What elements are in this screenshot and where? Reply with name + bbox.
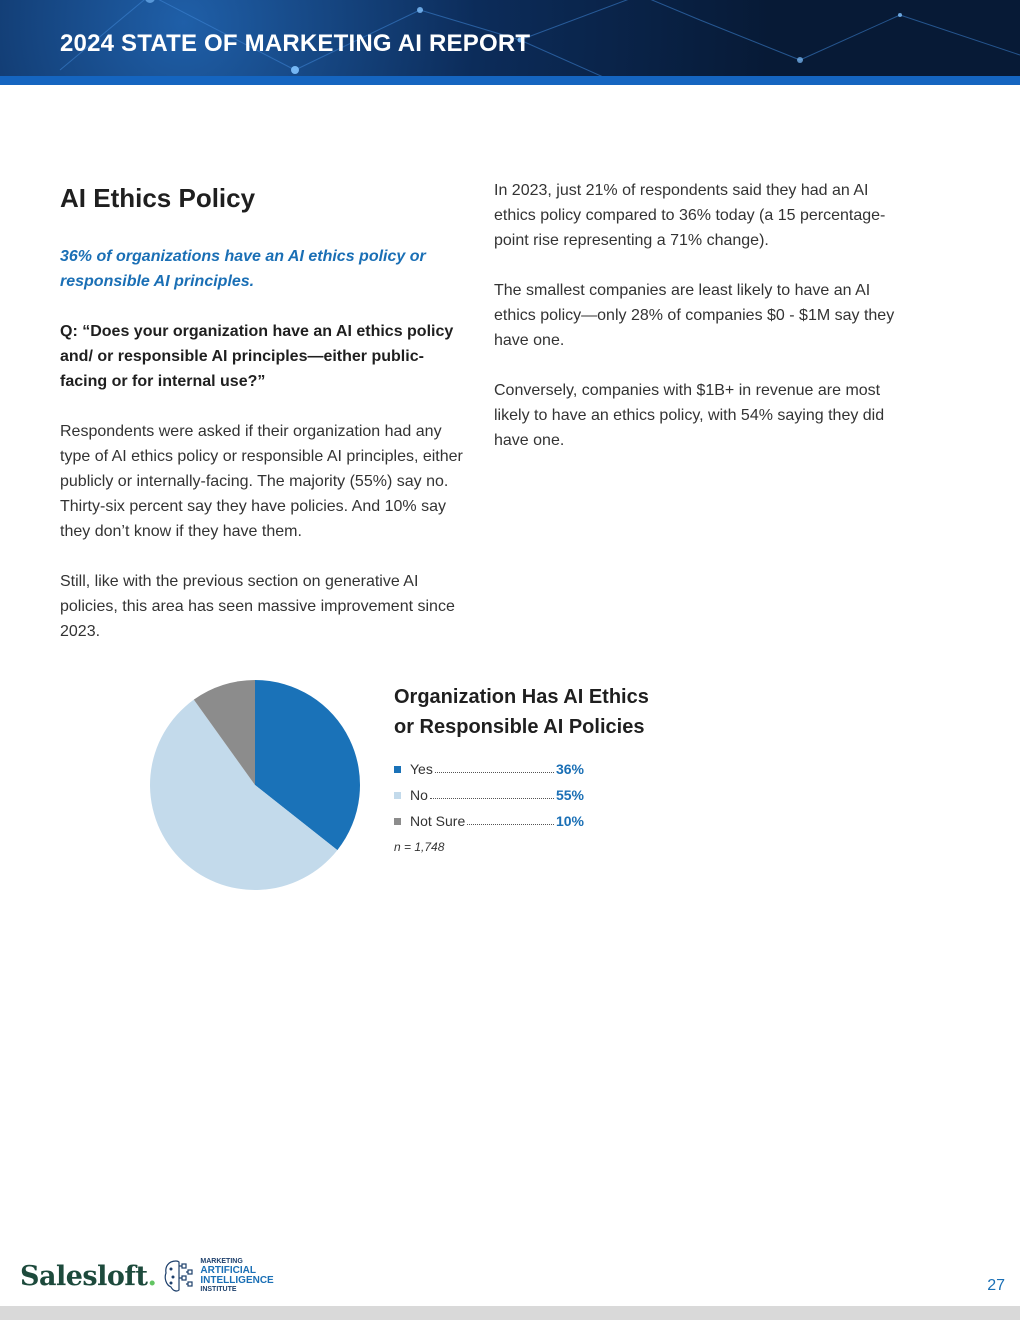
- legend-label: Not Sure: [410, 813, 466, 829]
- footer-logos: [20, 1256, 274, 1296]
- salesloft-wordmark: Salesloft: [20, 1260, 148, 1292]
- report-title: 2024 STATE OF MARKETING AI REPORT: [60, 30, 531, 57]
- legend-item-yes: [394, 756, 584, 782]
- salesloft-logo: [20, 1261, 156, 1292]
- pie-chart: [148, 678, 362, 892]
- logo-line: ARTIFICIAL: [200, 1265, 256, 1276]
- chart-legend-block: [394, 682, 714, 854]
- body-paragraph: Conversely, companies with $1B+ in revenue are most likely to have an ethics policy, with 54% saying they did have one.: [494, 382, 885, 449]
- salesloft-dot: .: [147, 1260, 157, 1292]
- body-paragraph: Respondents were asked if their organization had any type of AI ethics policy or responsible AI principles, either publicly or internally-facing. The majority (55%) say no. Thirty-six percent say they have policies. And 10% say they don’t know if they have them.: [60, 423, 463, 540]
- sample-size: n = 1,748: [394, 840, 445, 854]
- pie-chart-svg: [148, 678, 362, 892]
- legend-value: 36%: [555, 761, 584, 777]
- legend-item-not-sure: [394, 808, 584, 834]
- legend-swatch: [394, 818, 401, 825]
- legend-value: 10%: [555, 813, 584, 829]
- logo-line: INTELLIGENCE: [200, 1275, 274, 1286]
- logo-line: INSTITUTE: [200, 1286, 237, 1293]
- survey-question: Q: “Does your organization have an AI ethics policy and/ or responsible AI principles—either public-facing or for internal use?”: [60, 323, 454, 390]
- chart-title: [394, 682, 714, 742]
- legend-value: 55%: [555, 787, 584, 803]
- chart-title-line: Organization Has AI Ethics: [394, 686, 649, 708]
- legend-label: Yes: [410, 761, 433, 777]
- brain-circuit-icon: [162, 1258, 196, 1294]
- body-paragraph: Still, like with the previous section on generative AI policies, this area has seen massive improvement since 2023.: [60, 573, 455, 640]
- right-column: [494, 178, 914, 478]
- logo-line: MARKETING: [200, 1258, 243, 1265]
- leader-dots: [435, 762, 554, 773]
- key-finding: 36% of organizations have an AI ethics policy or responsible AI principles.: [60, 248, 426, 290]
- left-column: [60, 180, 470, 669]
- chart-title-line: or Responsible AI Policies: [394, 716, 645, 738]
- report-header: [0, 0, 1020, 76]
- header-accent-strip: [0, 76, 1020, 85]
- leader-dots: [430, 788, 554, 799]
- marketing-ai-institute-logo: [200, 1258, 273, 1294]
- legend-swatch: [394, 766, 401, 773]
- legend-swatch: [394, 792, 401, 799]
- legend-label: No: [410, 787, 428, 803]
- body-paragraph: The smallest companies are least likely to have an AI ethics policy—only 28% of companies $0 - $1M say they have one.: [494, 282, 895, 349]
- legend-item-no: [394, 782, 584, 808]
- page-number: 27: [987, 1277, 1005, 1294]
- footer-bar: [0, 1306, 1020, 1320]
- body-paragraph: In 2023, just 21% of respondents said they had an AI ethics policy compared to 36% today (a 15 percentage-point rise representing a 71% change).: [494, 182, 886, 249]
- section-title: AI Ethics Policy: [60, 183, 256, 213]
- leader-dots: [467, 814, 554, 825]
